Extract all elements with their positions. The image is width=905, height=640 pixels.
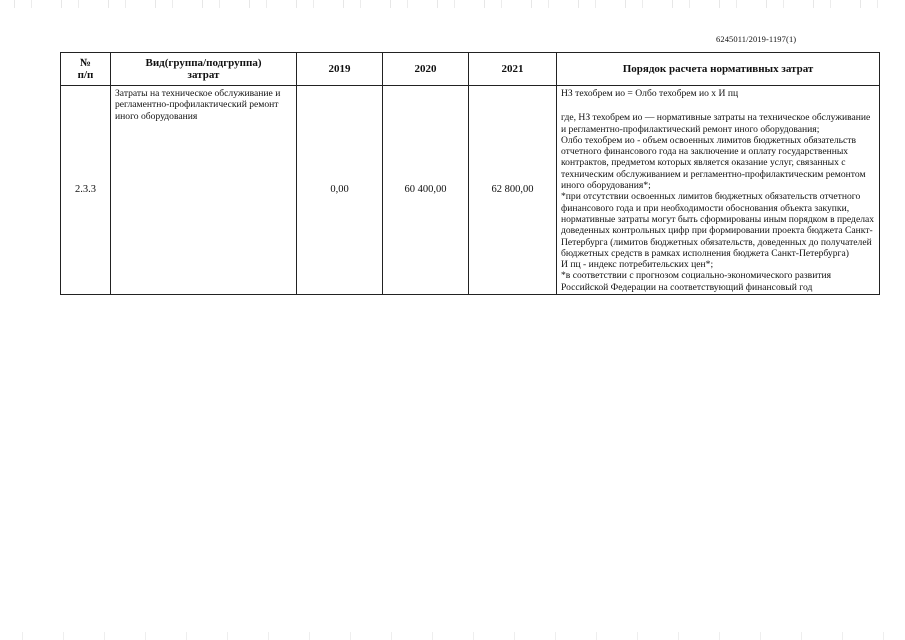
row-cost-type: Затраты на техническое обслуживание и регламентно-профилактический ремонт иного оборудования (111, 86, 297, 295)
document-id: 6245011/2019-1197(1) (716, 34, 797, 44)
table-row (61, 86, 880, 295)
method-line-footnote: *при отсутствии освоенных лимитов бюджетных обязательств отчетного финансового года и при необходимости обоснования объекта закупки, нормативные затраты могут быть сформированы иным порядком в пределах доведенных контрольных цифр при формировании проекта бюджета Санкт-Петербурга (лимитов бюджетных обязательств, доведенных до получателей бюджетных средств в рамках исполнения бюджета Санкт-Петербурга) (561, 191, 875, 259)
row-value-2020: 60 400,00 (383, 86, 469, 295)
row-calculation-method (557, 86, 880, 295)
header-number: № п/п (61, 53, 111, 86)
row-value-2021: 62 800,00 (469, 86, 557, 295)
row-number: 2.3.3 (61, 86, 111, 295)
scan-noise-bottom (0, 632, 905, 640)
header-calculation-method: Порядок расчета нормативных затрат (557, 53, 880, 86)
header-year-2020: 2020 (383, 53, 469, 86)
method-line-limits: Олбо техобрем ио - объем освоенных лимитов бюджетных обязательств отчетного финансового года на заключение и оплату государственных контрактов, предметом которых является оказание услуг, связанных с техническим обслуживанием и регламентно-профилактическим ремонтом иного оборудования*; (561, 134, 866, 192)
cost-calculation-table (60, 52, 880, 295)
method-formula: НЗ техобрем ио = Олбо техобрем ио х И пц (561, 88, 739, 99)
header-year-2021: 2021 (469, 53, 557, 86)
row-value-2019: 0,00 (297, 86, 383, 295)
method-line-definition: где, НЗ техобрем ио — нормативные затраты на техническое обслуживание и регламентно-профилактический ремонт иного оборудования; (561, 112, 871, 135)
header-cost-type: Вид(группа/подгруппа) затрат (111, 53, 297, 86)
method-line-forecast: *в соответствии с прогнозом социально-экономического развития Российской Федерации на соответствующий финансовый год (561, 270, 832, 293)
header-year-2019: 2019 (297, 53, 383, 86)
method-line-price-index: И пц - индекс потребительских цен*; (561, 259, 714, 271)
table-header-row (61, 53, 880, 86)
scan-noise-top (0, 0, 905, 8)
